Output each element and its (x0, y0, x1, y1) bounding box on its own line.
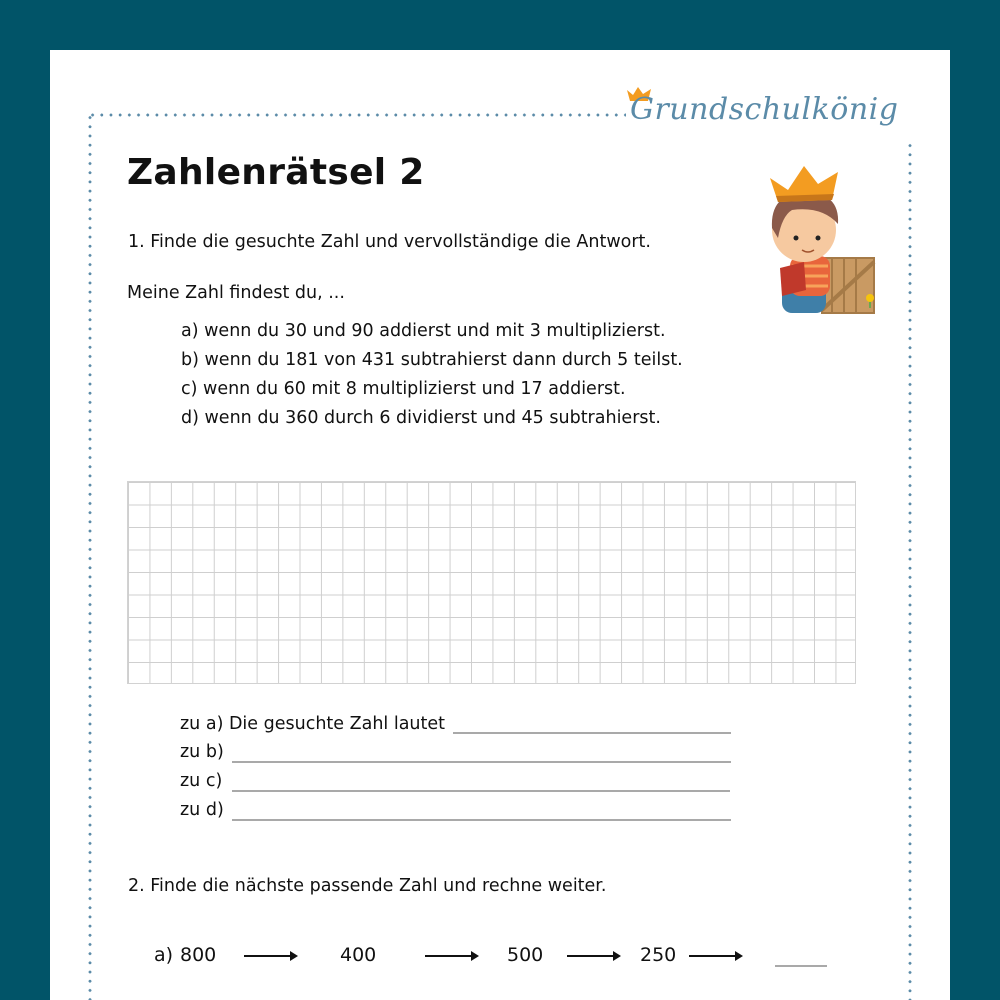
page-title: Zahlenrätsel 2 (127, 152, 425, 193)
sequence-a-label: a) (154, 944, 174, 966)
answer-b-field[interactable] (232, 761, 731, 763)
answer-a-field[interactable] (453, 732, 731, 734)
arrow-right-icon (244, 955, 296, 957)
sequence-answer-field[interactable] (775, 965, 827, 967)
brand-logo: Grundschulkönig (630, 92, 899, 127)
boy-with-crown-reading-book-icon (752, 158, 882, 318)
task2-instruction: 2. Finde die nächste passende Zahl und rechne weiter. (128, 876, 607, 896)
answer-b-label: zu b) (180, 742, 224, 762)
calculation-grid[interactable] (127, 481, 856, 684)
answer-a-label: zu a) Die gesuchte Zahl lautet (180, 714, 446, 734)
dotted-border-right (908, 141, 912, 1000)
sequence-value-2: 400 (340, 944, 377, 966)
sequence-value-1: 800 (180, 944, 217, 966)
task1-instruction: 1. Finde die gesuchte Zahl und vervollständige die Antwort. (128, 232, 651, 252)
arrow-right-icon (689, 955, 741, 957)
task1-item-a: a) wenn du 30 und 90 addierst und mit 3 multiplizierst. (181, 321, 666, 341)
task1-item-b: b) wenn du 181 von 431 subtrahierst dann durch 5 teilst. (181, 350, 683, 370)
arrow-right-icon (425, 955, 477, 957)
answer-d-field[interactable] (232, 819, 731, 821)
answer-d-label: zu d) (180, 800, 224, 820)
dotted-border-top (88, 113, 626, 117)
arrow-right-icon (567, 955, 619, 957)
task1-item-d: d) wenn du 360 durch 6 dividierst und 45 subtrahierst. (181, 408, 661, 428)
task1-item-c: c) wenn du 60 mit 8 multiplizierst und 17 addierst. (181, 379, 626, 399)
answer-c-field[interactable] (232, 790, 730, 792)
sequence-value-4: 250 (640, 944, 677, 966)
sequence-value-3: 500 (507, 944, 544, 966)
dotted-border-left (88, 113, 92, 1000)
answer-c-label: zu c) (180, 771, 223, 791)
task1-intro: Meine Zahl findest du, ... (127, 283, 345, 303)
